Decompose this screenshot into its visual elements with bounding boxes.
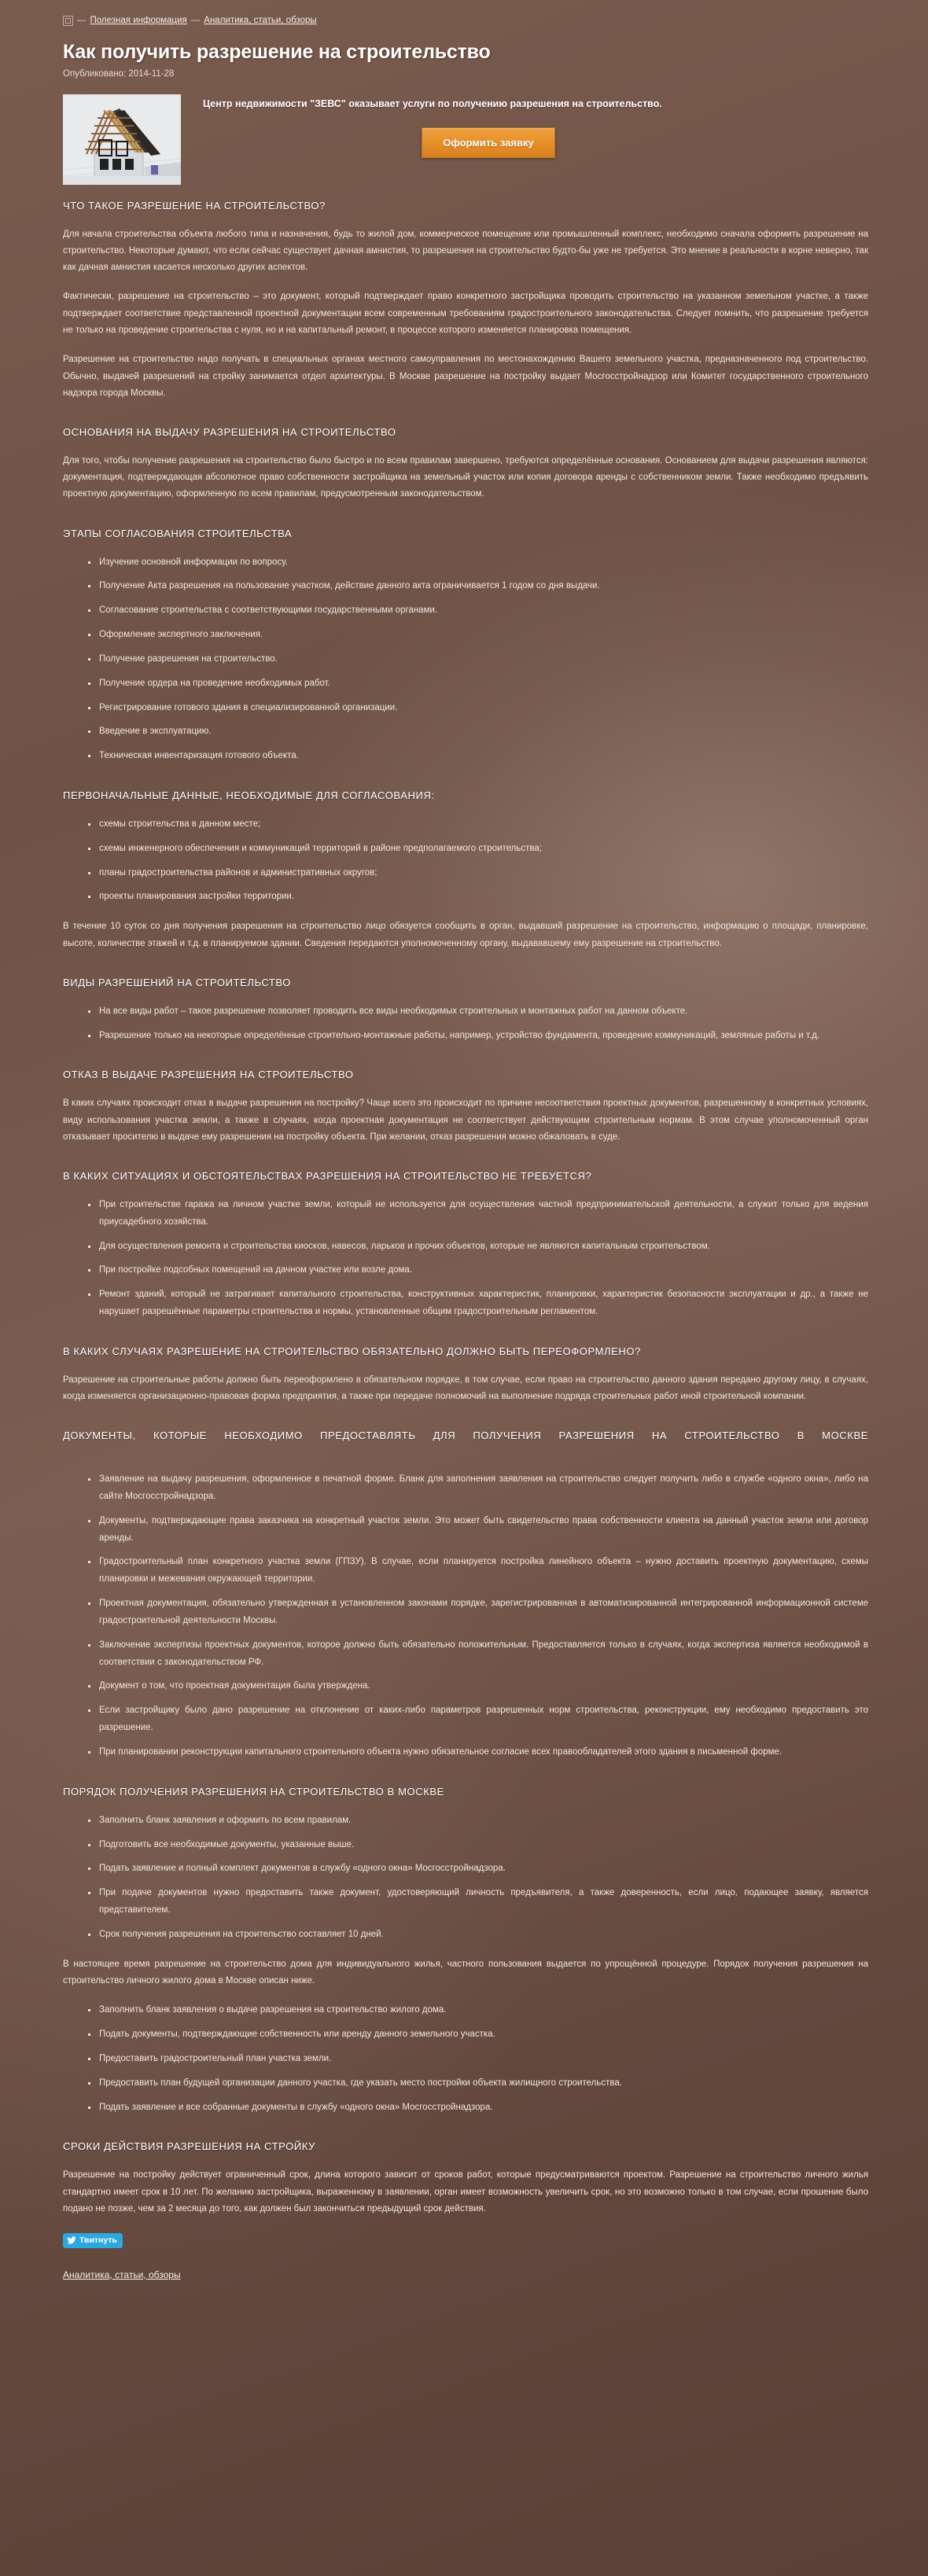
bullet-list [63,554,868,766]
list-item: При постройке подсобных помещений на дачном участке или возле дома. [88,1262,868,1279]
twitter-bird-icon [67,2236,76,2245]
section-heading: ЧТО ТАКОЕ РАЗРЕШЕНИЕ НА СТРОИТЕЛЬСТВО? [63,199,326,212]
paragraph: Разрешение на постройку действует ограниченный срок, длина которого зависит от сроков работ, которые предусматриваются проектом. Разрешение на строительство личного жилья стандартно имеет срок в 10 лет. По желанию застройщика, выраженному в заявлении, орган имеет возможность увеличить срок, но это возможно только в том случае, если прошение было подано не позже, чем за 2 месяца до того, как должен был закончиться предыдущий срок действия. [63,2170,868,2214]
paragraph: В течение 10 суток со дня получения разрешения на строительство лицо обязуется сообщить в орган, выдавший разрешение на строительство, информацию о площади, планировке, высоте, количестве этажей и т.д. в планируемом здании. Сведения передаются уполномоченному органу, выдававшему ему разрешение на строительство. [63,922,868,948]
section-heading: ДОКУМЕНТЫ, КОТОРЫЕ НЕОБХОДИМО ПРЕДОСТАВЛЯТЬ ДЛЯ ПОЛУЧЕНИЯ РАЗРЕШЕНИЯ НА СТРОИТЕЛЬСТВО В МОСКВЕ [63,1430,868,1442]
list-item: Заполнить бланк заявления и оформить по всем правилам. [88,1812,868,1830]
list-item: Заполнить бланк заявления о выдаче разрешения на строительство жилого дома. [88,2002,868,2019]
intro-block [31,94,897,185]
footer-links [31,2268,897,2282]
list-item: Заключение экспертизы проектных документов, которое должно быть обязательно положительным. Предоставляется только в случаях, когда экспертиза является необходимой в соответствии с законодательством РФ. [88,1637,868,1672]
list-item: Документ о том, что проектная документация была утверждена. [88,1678,868,1695]
published-date: Опубликовано: 2014-11-28 [63,68,175,79]
list-item: Разрешение только на некоторые определённые строительно-монтажные работы, например, устройство фундамента, проведение коммуникаций, земляные работы и т.д. [88,1028,868,1045]
bullet-list [63,1471,868,1761]
list-item: Техническая инвентаризация готового объекта. [88,748,868,765]
list-item: При планировании реконструкции капитального строительного объекта нужно обязательное согласие всех правообладателей этого здания в письменной форме. [88,1744,868,1761]
section-heading: В КАКИХ СЛУЧАЯХ РАЗРЕШЕНИЕ НА СТРОИТЕЛЬСТВО ОБЯЗАТЕЛЬНО ДОЛЖНО БЫТЬ ПЕРЕОФОРМЛЕНО? [63,1345,641,1357]
list-item: Получение Акта разрешения на пользование участком, действие данного акта ограничивается 1 годом со дня выдачи. [88,578,868,595]
list-item: Подать документы, подтверждающие собственность или аренду данного земельного участка. [88,2026,868,2044]
tweet-button[interactable] [63,2233,123,2248]
section-heading: ЭТАПЫ СОГЛАСОВАНИЯ СТРОИТЕЛЬСТВА [63,527,293,539]
page-title: Как получить разрешение на строительство [63,40,491,63]
list-item: Регистрирование готового здания в специализированной организации. [88,700,868,717]
list-item: Ремонт зданий, который не затрагивает капитального строительства, конструктивных характеристик, планировки, характеристик безопасности эксплуатации и др., а также не нарушает разрешённые параметры строительства и нормы, установленные общим градостроительным регламентом. [88,1286,868,1321]
paragraph: Разрешение на строительные работы должно быть переоформлено в обязательном порядке, в том случае, если право на строительство данного здания передано другому лицу, в случаях, когда изменяется организационно-правовая форма предприятия, а также при передаче полномочий на выполнение подряда строительных работ иной строительной компании. [63,1374,868,1402]
list-item: схемы инженерного обеспечения и коммуникаций территорий в районе предполагаемого строительства; [88,841,868,858]
list-item: Подготовить все необходимые документы, указанные выше. [88,1837,868,1854]
section-heading: ПЕРВОНАЧАЛЬНЫЕ ДАННЫЕ, НЕОБХОДИМЫЕ ДЛЯ СОГЛАСОВАНИЯ: [63,789,435,802]
list-item: Заявление на выдачу разрешения, оформленное в печатной форме. Бланк для заполнения заявления на строительство следует получить либо в службе «одного окна», либо на сайте Мосгосстройнадзора. [88,1471,868,1506]
bullet-list [63,2002,868,2116]
intro-text: Центр недвижимости "ЗЕВС" оказывает услуги по получению разрешения на строительство. [203,98,662,109]
article-page [31,0,897,2313]
list-item: Согласование строительства с соответствующими государственными органами. [88,602,868,620]
tweet-button-label: Твитнуть [79,2236,117,2246]
list-item: Введение в эксплуатацию. [88,723,868,741]
cta-wrapper [203,127,868,158]
article-body [31,199,897,2217]
section-heading: ВИДЫ РАЗРЕШЕНИЙ НА СТРОИТЕЛЬСТВО [63,976,291,988]
list-item: схемы строительства в данном месте; [88,816,868,834]
share-row [31,2230,897,2249]
list-item: Градостроительный план конкретного участка земли (ГПЗУ). В случае, если планируется постройка линейного объекта – нужно доставить проектную документацию, схемы планировки и межевания окружающей территории. [88,1554,868,1588]
submit-request-button[interactable]: Оформить заявку [422,127,554,158]
list-item: Получение ордера на проведение необходимых работ. [88,675,868,693]
section-heading: ПОРЯДОК ПОЛУЧЕНИЯ РАЗРЕШЕНИЯ НА СТРОИТЕЛЬСТВО В МОСКВЕ [63,1785,444,1798]
intro-right-column [181,94,868,158]
paragraph: В каких случаях происходит отказ в выдаче разрешения на постройку? Чаще всего это происходит по причине несоответствия проектных документов, разрешенному в конкретных условиях, виду использования участка земли, а также в случаях, когда проектная документация не соответствует действующим строительным нормам. В этом случае уполномоченный орган отказывает просителю в выдаче ему разрешения на постройку объекта. При желании, отказ разрешения можно обжаловать в суде. [63,1098,868,1142]
list-item: Срок получения разрешения на строительство составляет 10 дней. [88,1926,868,1944]
list-item: проекты планирования застройки территории. [88,889,868,906]
list-item: Подать заявление и полный комплект документов в службу «одного окна» Мосгосстройнадзора. [88,1860,868,1878]
breadcrumb-separator-1: — [77,16,87,25]
list-item: Подать заявление и все собранные документы в службу «одного окна» Мосгосстройнадзора. [88,2099,868,2117]
breadcrumb-link-useful-info[interactable]: Полезная информация [90,16,187,25]
list-item: На все виды работ – такое разрешение позволяет проводить все виды необходимых строительных и монтажных работ на данном объекте. [88,1003,868,1021]
section-heading: СРОКИ ДЕЙСТВИЯ РАЗРЕШЕНИЯ НА СТРОЙКУ [63,2140,315,2153]
list-item: Предоставить план будущей организации данного участка, где указать место постройки объекта жилищного строительства. [88,2075,868,2092]
bullet-list [63,1812,868,1944]
paragraph: Для того, чтобы получение разрешения на строительство было быстро и по всем правилам завершено, требуются определённые основания. Основанием для выдачи разрешения являются: документация, подтверждающая абсолютное право собственности застройщика на земельный участок или копия договора аренды с собственником земли. Также необходимо предъявить проектную документацию, оформленную по всем правилам, предусмотренным законодательством. [63,455,868,499]
list-item: Проектная документация, обязательно утвержденная в установленном законами порядке, зарегистрированная в автоматизированной интегрированной информационной системе градостроительной деятельности Москвы. [88,1595,868,1630]
list-item: Изучение основной информации по вопросу. [88,554,868,572]
list-item: Если застройщику было дано разрешение на отклонение от каких-либо параметров разрешенных норм строительства, реконструкции, ему необходимо предоставить это разрешение. [88,1702,868,1737]
paragraph: Фактически, разрешение на строительство – это документ, который подтверждает право конкретного застройщика проводить строительство на указанном земельном участке, а также подтверждает соответствие представленной проектной документации всем современным требованиям градостроительного законодательства. Следует помнить, что разрешение требуется не только на проведение строительства с нуля, но и на капитальный ремонт, в процессе которого изменяется планировка помещения. [63,292,868,335]
breadcrumb [31,11,897,27]
breadcrumb-separator-2: — [190,16,201,25]
house-under-construction-illustration [63,94,181,185]
paragraph: В настоящее время разрешение на строительство дома для индивидуального жилья, частного пользования выдается по упрощённой процедуре. Порядок получения разрешения на строительство личного жилого дома в Москве описан ниже. [63,1959,868,1985]
section-heading: ОТКАЗ В ВЫДАЧЕ РАЗРЕШЕНИЯ НА СТРОИТЕЛЬСТВО [63,1069,354,1081]
list-item: планы градостроительства районов и административных округов; [88,865,868,882]
bullet-list [63,1197,868,1321]
list-item: При подаче документов нужно предоставить также документ, удостоверяющий личность предъявителя, а также доверенность, если лицо, подающее заявку, является представителем. [88,1885,868,1919]
paragraph: Для начала строительства объекта любого типа и назначения, будь то жилой дом, коммерческое помещение или промышленный комплекс, необходимо сначала оформить разрешение на строительство. Некоторые думают, что если сейчас существует дачная амнистия, то разрешения на строительство будто-бы уже не требуется. Это мнение в реальности в корне неверно, так как дачная амнистия касается несколько других аспектов. [63,229,868,273]
breadcrumb-link-analytics[interactable]: Аналитика, статьи, обзоры [204,16,317,25]
footer-category-link[interactable]: Аналитика, статьи, обзоры [63,2269,181,2280]
section-heading: ОСНОВАНИЯ НА ВЫДАЧУ РАЗРЕШЕНИЯ НА СТРОИТЕЛЬСТВО [63,426,396,439]
site-logo-icon[interactable] [63,16,73,26]
article-thumbnail [63,94,181,185]
list-item: Предоставить градостроительный план участка земли. [88,2051,868,2068]
list-item: Получение разрешения на строительство. [88,651,868,668]
paragraph: Разрешение на строительство надо получать в специальных органах местного самоуправления по местонахождению Вашего земельного участка, предназначенного под строительство. Обычно, выдачей разрешений на стройку занимается отдел архитектуры. В Москве разрешение на постройку выдает Мосгосстройнадзор или Комитет государственного строительного надзора города Москвы. [63,355,868,398]
list-item: Для осуществления ремонта и строительства киосков, навесов, ларьков и прочих объектов, которые не являются капитальным строительством. [88,1238,868,1256]
list-item: При строительстве гаража на личном участке земли, который не используется для осуществления частной предпринимательской деятельности, а служит только для ведения приусадебного хозяйства. [88,1197,868,1231]
section-heading: В КАКИХ СИТУАЦИЯХ И ОБСТОЯТЕЛЬСТВАХ РАЗРЕШЕНИЯ НА СТРОИТЕЛЬСТВО НЕ ТРЕБУЕТСЯ? [63,1170,592,1183]
list-item: Документы, подтверждающие права заказчика на конкретный участок земли. Это может быть свидетельство права собственности клиента на данный участок земли или договор аренды. [88,1513,868,1547]
bullet-list [63,1003,868,1045]
list-item: Оформление экспертного заключения. [88,627,868,644]
bullet-list [63,816,868,906]
